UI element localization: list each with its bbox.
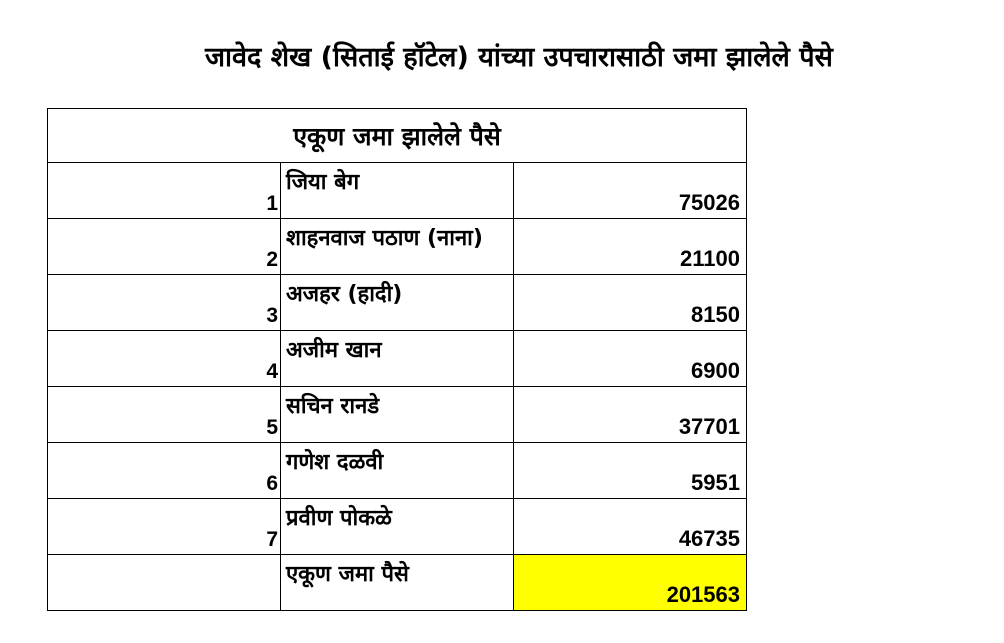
table-row <box>48 331 747 387</box>
table-row <box>48 163 747 219</box>
contributor-name: प्रवीण पोकळे <box>281 499 514 555</box>
table-row <box>48 387 747 443</box>
row-number: 7 <box>48 499 281 555</box>
contributor-name: अजहर (हादी) <box>281 275 514 331</box>
total-row <box>48 555 747 611</box>
page-title: जावेद शेख (सिताई हॉटेल) यांच्या उपचारासाठी जमा झालेले पैसे <box>205 42 833 73</box>
table-header: एकूण जमा झालेले पैसे <box>48 109 747 163</box>
contribution-amount: 75026 <box>514 163 747 219</box>
table-row <box>48 443 747 499</box>
total-number-cell <box>48 555 281 611</box>
table-row <box>48 219 747 275</box>
contribution-amount: 5951 <box>514 443 747 499</box>
row-number: 1 <box>48 163 281 219</box>
table-header-row <box>48 109 747 163</box>
row-number: 3 <box>48 275 281 331</box>
row-number: 2 <box>48 219 281 275</box>
contributor-name: जिया बेग <box>281 163 514 219</box>
contribution-amount: 21100 <box>514 219 747 275</box>
contribution-amount: 37701 <box>514 387 747 443</box>
contributor-name: गणेश दळवी <box>281 443 514 499</box>
contributor-name: शाहनवाज पठाण (नाना) <box>281 219 514 275</box>
table-row <box>48 275 747 331</box>
contribution-amount: 8150 <box>514 275 747 331</box>
total-amount: 201563 <box>514 555 747 611</box>
contributor-name: अजीम खान <box>281 331 514 387</box>
contribution-amount: 6900 <box>514 331 747 387</box>
contribution-amount: 46735 <box>514 499 747 555</box>
row-number: 4 <box>48 331 281 387</box>
table-row <box>48 499 747 555</box>
row-number: 6 <box>48 443 281 499</box>
contributions-table <box>47 108 747 611</box>
total-label: एकूण जमा पैसे <box>281 555 514 611</box>
row-number: 5 <box>48 387 281 443</box>
contributor-name: सचिन रानडे <box>281 387 514 443</box>
